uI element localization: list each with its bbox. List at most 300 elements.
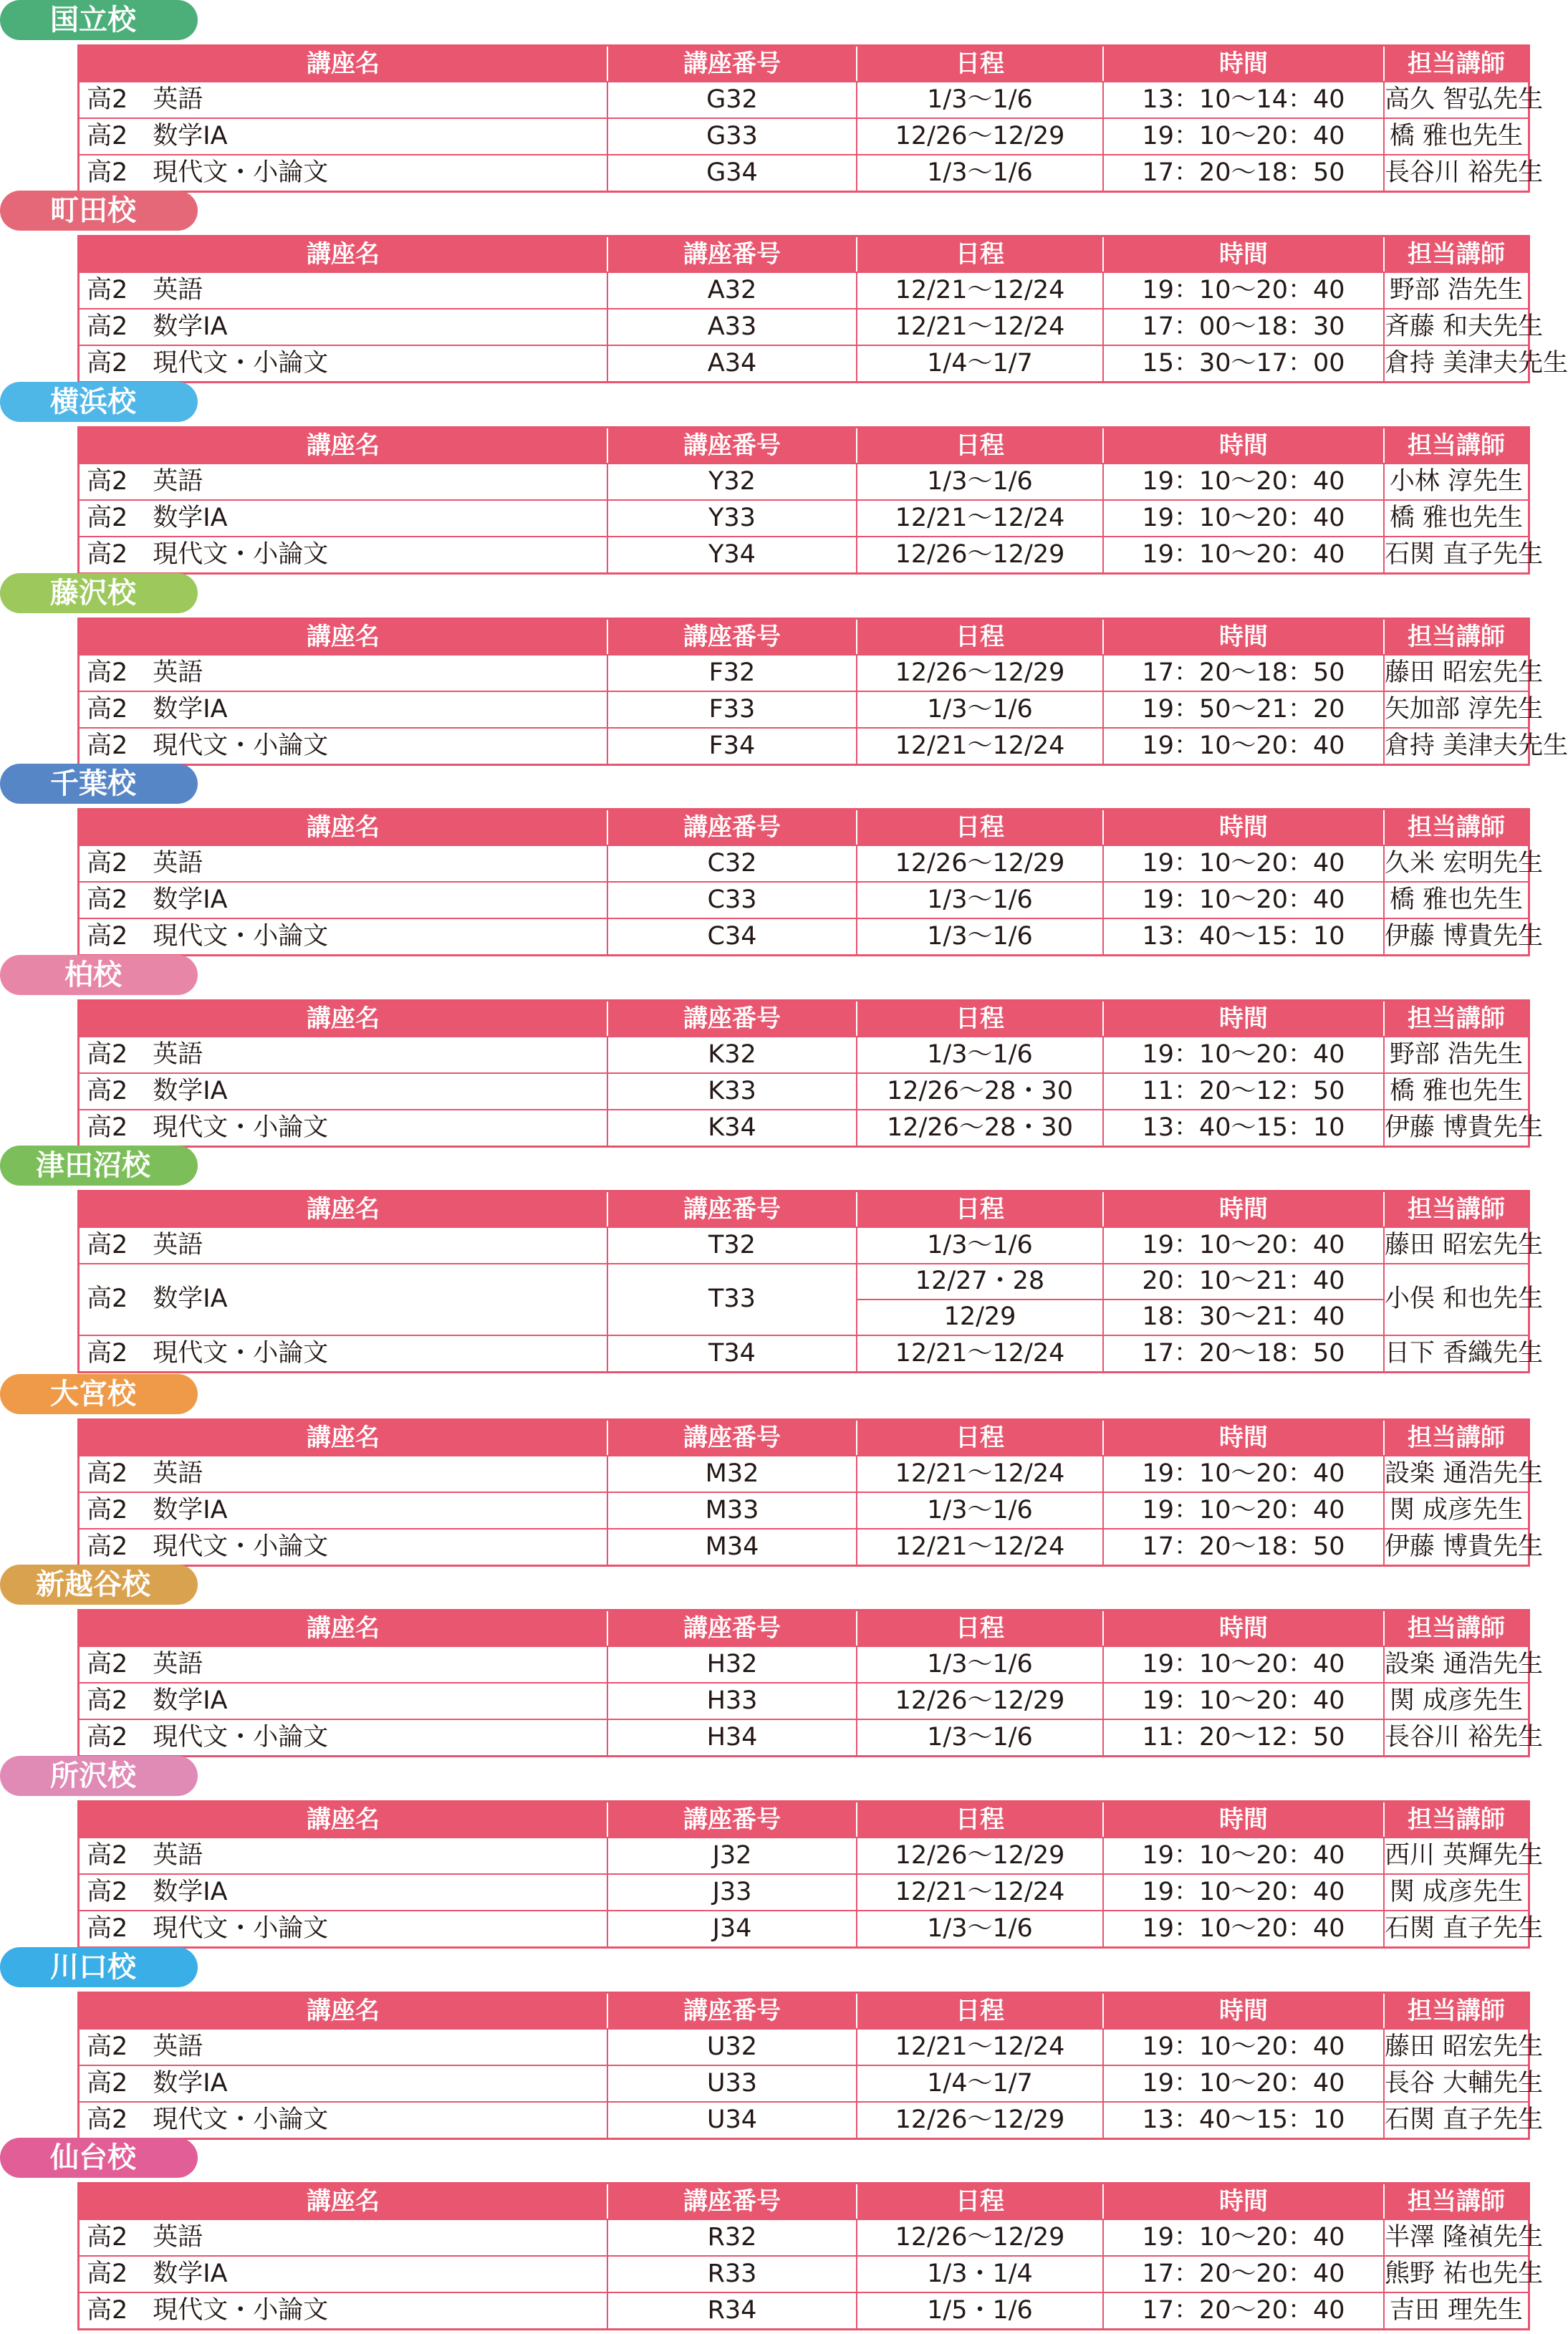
course-number: H34	[607, 1720, 856, 1755]
course-number: R33	[607, 2257, 856, 2292]
teacher-name: 設楽 通浩先生	[1383, 1456, 1528, 1492]
time-value: 17：20〜18：50	[1102, 1336, 1383, 1371]
schedule-table	[77, 2182, 1544, 2330]
table-row	[80, 2028, 1544, 2065]
course-name: 高2 数学ⅠA	[87, 504, 228, 532]
schedule-value: 12/21〜12/24	[856, 1456, 1102, 1492]
header-schedule: 日程	[856, 1192, 1102, 1226]
time-value: 13：40〜15：10	[1102, 2103, 1383, 2138]
time-value: 13：40〜15：10	[1102, 919, 1383, 954]
school-name-badge	[0, 382, 198, 422]
schedule-value: 1/3〜1/6	[856, 692, 1102, 727]
time-value: 19：10〜20：40	[1102, 729, 1383, 764]
course-name: 高2 現代文・小論文	[87, 1532, 329, 1561]
teacher-name: 小俣 和也先生	[1383, 1264, 1528, 1335]
teacher-name: 西川 英輝先生	[1383, 1838, 1528, 1873]
schedule-value: 12/21〜12/24	[856, 1875, 1102, 1910]
schedule-value: 1/5・1/6	[856, 2293, 1102, 2328]
header-course: 講座名	[307, 623, 380, 651]
table-row	[80, 463, 1528, 499]
course-number: U32	[607, 2030, 856, 2065]
school-name-badge	[0, 0, 198, 40]
time-value: 13：40〜15：10	[1102, 1110, 1383, 1146]
header-schedule: 日程	[856, 237, 1102, 272]
table-header-row	[80, 1421, 1528, 1455]
school-name-badge	[0, 573, 198, 613]
header-time: 時間	[1102, 1192, 1383, 1226]
header-teacher: 担当講師	[1383, 1611, 1528, 1646]
school-name: 千葉校	[50, 767, 136, 800]
header-number: 講座番号	[607, 428, 856, 463]
schedule-value: 12/26〜12/29	[856, 846, 1102, 881]
teacher-name: 石関 直子先生	[1383, 537, 1528, 572]
schedule-value: 12/21〜12/24	[856, 1336, 1102, 1371]
schedule-value: 1/3〜1/6	[856, 155, 1102, 191]
time-value: 19：10〜20：40	[1102, 119, 1383, 154]
time-value: 19：10〜20：40	[1102, 1037, 1383, 1072]
course-name: 高2 英語	[87, 1841, 203, 1870]
header-time: 時間	[1102, 1611, 1383, 1646]
course-name: 高2 数学ⅠA	[87, 1878, 228, 1906]
course-name: 高2 数学ⅠA	[87, 1077, 228, 1105]
time-value: 19：10〜20：40	[1102, 846, 1383, 881]
header-time: 時間	[1102, 810, 1383, 845]
schedule-value: 12/21〜12/24	[856, 273, 1102, 308]
header-schedule: 日程	[856, 1002, 1102, 1036]
table-header-row	[80, 47, 1528, 81]
teacher-name: 長谷川 裕先生	[1383, 155, 1528, 191]
time-value: 11：20〜12：50	[1102, 1720, 1383, 1755]
table-row	[80, 881, 1528, 918]
schedule-value: 1/3〜1/6	[856, 1037, 1102, 1072]
course-number: C34	[607, 919, 856, 954]
time-value: 19：10〜20：40	[1102, 273, 1383, 308]
header-number: 講座番号	[607, 1192, 856, 1226]
teacher-name: 藤田 昭宏先生	[1383, 2030, 1528, 2065]
course-number: J33	[607, 1875, 856, 1910]
time-value: 19：10〜20：40	[1102, 464, 1383, 499]
time-value: 19：10〜20：40	[1102, 1875, 1383, 1910]
header-teacher: 担当講師	[1383, 428, 1528, 463]
header-number: 講座番号	[607, 1802, 856, 1837]
course-number: M32	[607, 1456, 856, 1492]
school-name: 横浜校	[50, 385, 136, 418]
school-name-badge	[0, 764, 198, 804]
teacher-name: 吉田 理先生	[1383, 2293, 1528, 2328]
schedule-table	[77, 808, 1544, 956]
teacher-name: 関 成彦先生	[1383, 1684, 1528, 1719]
header-teacher: 担当講師	[1383, 237, 1528, 272]
course-number: T32	[607, 1228, 856, 1263]
teacher-name: 橋 雅也先生	[1383, 119, 1528, 154]
course-name: 高2 数学ⅠA	[87, 1686, 228, 1715]
course-number: M33	[607, 1493, 856, 1528]
table-row	[80, 845, 1544, 881]
teacher-name: 橋 雅也先生	[1383, 501, 1528, 536]
teacher-name: 倉持 美津夫先生	[1383, 729, 1528, 764]
schedule-value: 12/29	[857, 1299, 1102, 1335]
header-schedule: 日程	[856, 1802, 1102, 1837]
header-schedule: 日程	[856, 428, 1102, 463]
course-number: J32	[607, 1838, 856, 1873]
schedule-value: 12/26〜12/29	[856, 1838, 1102, 1873]
time-value: 17：20〜20：40	[1102, 2293, 1383, 2328]
time-value: 19：10〜20：40	[1102, 1838, 1383, 1873]
table-row	[80, 308, 1544, 345]
course-number: M34	[607, 1529, 856, 1565]
schedule-value: 1/3〜1/6	[856, 1720, 1102, 1755]
table-row	[80, 1263, 1544, 1335]
table-header-row	[80, 1192, 1528, 1226]
schedule-value: 12/21〜12/24	[856, 2030, 1102, 2065]
schedule-table	[77, 235, 1568, 383]
header-course: 講座名	[307, 1423, 380, 1452]
school-name-badge	[0, 1565, 198, 1605]
school-name: 町田校	[50, 194, 136, 227]
header-number: 講座番号	[607, 2184, 856, 2219]
course-name: 高2 現代文・小論文	[87, 1339, 329, 1368]
header-course: 講座名	[307, 1805, 380, 1834]
table-row	[80, 1837, 1544, 1873]
teacher-name: 高久 智弘先生	[1383, 82, 1528, 117]
course-name: 高2 現代文・小論文	[87, 2296, 329, 2325]
schedule-cell	[856, 1264, 1102, 1335]
header-teacher: 担当講師	[1383, 1192, 1528, 1226]
table-header-row	[80, 1002, 1528, 1036]
time-value: 20：10〜21：40	[1142, 1267, 1345, 1295]
header-time: 時間	[1102, 1802, 1383, 1837]
header-course: 講座名	[307, 1997, 380, 2025]
header-teacher: 担当講師	[1383, 810, 1528, 845]
time-value: 17：20〜18：50	[1102, 155, 1383, 191]
schedule-value: 1/3〜1/6	[856, 883, 1102, 918]
time-value: 19：10〜20：40	[1102, 1493, 1383, 1528]
table-row	[80, 154, 1544, 191]
course-name: 高2 英語	[87, 1231, 203, 1259]
course-name: 高2 現代文・小論文	[87, 158, 329, 187]
table-header-row	[80, 1994, 1528, 2028]
header-number: 講座番号	[607, 237, 856, 272]
teacher-name: 斉藤 和夫先生	[1383, 309, 1528, 345]
course-number: T34	[607, 1336, 856, 1371]
teacher-name: 伊藤 博貴先生	[1383, 1110, 1528, 1146]
school-name: 柏校	[64, 959, 122, 991]
teacher-name: 伊藤 博貴先生	[1383, 919, 1528, 954]
time-value: 13：10〜14：40	[1102, 82, 1383, 117]
table-row	[80, 654, 1544, 691]
schedule-table	[77, 426, 1544, 575]
time-value: 19：50〜21：20	[1102, 692, 1383, 727]
header-number: 講座番号	[607, 810, 856, 845]
header-number: 講座番号	[607, 1421, 856, 1455]
school-name-badge	[0, 1756, 198, 1796]
course-name: 高2 現代文・小論文	[87, 349, 329, 378]
header-course: 講座名	[307, 1614, 380, 1643]
time-value: 17：20〜18：50	[1102, 655, 1383, 691]
header-schedule: 日程	[856, 620, 1102, 654]
time-value: 19：10〜20：40	[1102, 2030, 1383, 2065]
course-number: C33	[607, 883, 856, 918]
schedule-value: 1/3・1/4	[856, 2257, 1102, 2292]
time-value: 19：10〜20：40	[1102, 537, 1383, 572]
table-header-row	[80, 1802, 1528, 1837]
table-header-row	[80, 620, 1528, 654]
course-name: 高2 現代文・小論文	[87, 2105, 329, 2134]
course-name: 高2 現代文・小論文	[87, 540, 329, 569]
time-value: 17：20〜20：40	[1102, 2257, 1383, 2292]
course-number: Y33	[607, 501, 856, 536]
schedule-value: 1/3〜1/6	[856, 464, 1102, 499]
header-number: 講座番号	[607, 1611, 856, 1646]
school-name: 仙台校	[50, 2141, 136, 2174]
table-header-row	[80, 237, 1528, 272]
school-name-badge	[0, 1374, 198, 1414]
course-name: 高2 現代文・小論文	[87, 922, 329, 951]
header-teacher: 担当講師	[1383, 2184, 1528, 2219]
header-number: 講座番号	[607, 1994, 856, 2028]
schedule-value: 12/26〜12/29	[856, 537, 1102, 572]
course-number: G32	[607, 82, 856, 117]
schedule-value: 12/26〜12/29	[856, 1684, 1102, 1719]
course-name: 高2 数学ⅠA	[87, 2259, 228, 2288]
table-row	[80, 2101, 1544, 2138]
header-time: 時間	[1102, 1421, 1383, 1455]
time-value: 19：10〜20：40	[1102, 1228, 1383, 1263]
course-name: 高2 数学ⅠA	[87, 312, 228, 341]
table-header-row	[80, 428, 1528, 463]
school-name-badge	[0, 1947, 198, 1987]
table-row	[80, 499, 1528, 536]
schedule-value: 1/3〜1/6	[856, 82, 1102, 117]
time-cell	[1102, 1264, 1383, 1335]
teacher-name: 倉持 美津夫先生	[1383, 346, 1528, 381]
table-row	[80, 1072, 1528, 1109]
header-teacher: 担当講師	[1383, 1802, 1528, 1837]
course-name: 高2 現代文・小論文	[87, 1113, 329, 1142]
schedule-value: 1/3〜1/6	[856, 1493, 1102, 1528]
header-teacher: 担当講師	[1383, 1994, 1528, 2028]
header-course: 講座名	[307, 1004, 380, 1033]
time-value: 18：30〜21：40	[1104, 1299, 1383, 1335]
course-number: K33	[607, 1074, 856, 1109]
schedule-value: 12/21〜12/24	[856, 501, 1102, 536]
course-name: 高2 英語	[87, 1459, 203, 1488]
time-value: 19：10〜20：40	[1102, 2066, 1383, 2101]
course-number: G34	[607, 155, 856, 191]
schedule-table	[77, 1190, 1544, 1373]
header-schedule: 日程	[856, 47, 1102, 81]
course-number: U34	[607, 2103, 856, 2138]
table-row	[80, 1226, 1544, 1263]
table-row	[80, 1528, 1544, 1565]
course-number: F34	[607, 729, 856, 764]
table-header-row	[80, 2184, 1528, 2219]
table-row	[80, 1719, 1544, 1755]
course-number: K34	[607, 1110, 856, 1146]
teacher-name: 長谷川 裕先生	[1383, 1720, 1528, 1755]
header-time: 時間	[1102, 1994, 1383, 2028]
schedule-value: 12/26〜12/29	[856, 655, 1102, 691]
table-row	[80, 1455, 1544, 1492]
course-number: A32	[607, 273, 856, 308]
time-value: 19：10〜20：40	[1102, 1684, 1383, 1719]
teacher-name: 藤田 昭宏先生	[1383, 655, 1528, 691]
course-number: G33	[607, 119, 856, 154]
schedule-table	[77, 999, 1544, 1148]
teacher-name: 橋 雅也先生	[1383, 1074, 1528, 1109]
teacher-name: 半澤 隆禎先生	[1383, 2220, 1528, 2255]
teacher-name: 矢加部 淳先生	[1383, 692, 1528, 727]
teacher-name: 藤田 昭宏先生	[1383, 1228, 1528, 1263]
header-time: 時間	[1102, 1002, 1383, 1036]
table-row	[80, 345, 1568, 381]
teacher-name: 関 成彦先生	[1383, 1875, 1528, 1910]
course-name: 高2 英語	[87, 2032, 203, 2061]
school-name: 新越谷校	[36, 1568, 150, 1601]
teacher-name: 長谷 大輔先生	[1383, 2066, 1528, 2101]
course-number: U33	[607, 2066, 856, 2101]
teacher-name: 小林 淳先生	[1383, 464, 1528, 499]
header-schedule: 日程	[856, 1611, 1102, 1646]
course-number: K32	[607, 1037, 856, 1072]
school-name-badge	[0, 1146, 198, 1186]
table-row	[80, 918, 1544, 954]
course-name: 高2 英語	[87, 276, 203, 304]
header-teacher: 担当講師	[1383, 1002, 1528, 1036]
schedule-value: 1/3〜1/6	[856, 919, 1102, 954]
time-value: 15：30〜17：00	[1102, 346, 1383, 381]
course-name: 高2 数学ⅠA	[87, 1496, 228, 1524]
header-number: 講座番号	[607, 620, 856, 654]
table-row	[80, 691, 1544, 727]
school-name: 大宮校	[50, 1378, 136, 1411]
course-name: 高2 数学ⅠA	[87, 2069, 228, 2098]
table-row	[80, 1335, 1544, 1371]
course-number: T33	[607, 1264, 856, 1335]
schedule-value: 12/26〜28・30	[856, 1074, 1102, 1109]
time-value: 17：20〜18：50	[1102, 1529, 1383, 1565]
school-name: 藤沢校	[50, 577, 136, 610]
course-number: R34	[607, 2293, 856, 2328]
header-teacher: 担当講師	[1383, 1421, 1528, 1455]
time-value: 19：10〜20：40	[1102, 1456, 1383, 1492]
schedule-table	[77, 618, 1568, 766]
schedule-value: 1/3〜1/6	[856, 1228, 1102, 1263]
course-name: 高2 現代文・小論文	[87, 1723, 329, 1752]
schedule-table	[77, 1418, 1544, 1567]
teacher-name: 野部 浩先生	[1383, 273, 1528, 308]
teacher-name: 野部 浩先生	[1383, 1037, 1528, 1072]
schedule-value: 12/26〜12/29	[856, 2103, 1102, 2138]
course-number: F32	[607, 655, 856, 691]
table-row	[80, 117, 1528, 154]
schedule-table	[77, 1800, 1544, 1949]
header-teacher: 担当講師	[1383, 620, 1528, 654]
course-number: J34	[607, 1911, 856, 1946]
course-number: Y32	[607, 464, 856, 499]
table-row	[80, 1873, 1528, 1910]
course-name: 高2 現代文・小論文	[87, 731, 329, 760]
table-row	[80, 1036, 1528, 1072]
schedule-value: 12/26〜28・30	[856, 1110, 1102, 1146]
header-course: 講座名	[307, 431, 380, 460]
course-number: H33	[607, 1684, 856, 1719]
header-time: 時間	[1102, 428, 1383, 463]
header-course: 講座名	[307, 2187, 380, 2216]
teacher-name: 設楽 通浩先生	[1383, 1647, 1528, 1682]
time-value: 19：10〜20：40	[1102, 1911, 1383, 1946]
header-schedule: 日程	[856, 2184, 1102, 2219]
teacher-name: 熊野 祐也先生	[1383, 2257, 1528, 2292]
course-number: Y34	[607, 537, 856, 572]
course-name: 高2 数学ⅠA	[87, 695, 228, 724]
school-name: 所沢校	[50, 1759, 136, 1792]
table-row	[80, 2255, 1544, 2292]
schedule-value: 1/3〜1/6	[856, 1911, 1102, 1946]
schedule-value: 12/21〜12/24	[856, 729, 1102, 764]
teacher-name: 関 成彦先生	[1383, 1493, 1528, 1528]
school-name-badge	[0, 191, 198, 231]
header-schedule: 日程	[856, 1421, 1102, 1455]
school-name: 川口校	[50, 1951, 136, 1984]
schedule-value: 12/21〜12/24	[856, 1529, 1102, 1565]
course-name: 高2 英語	[87, 658, 203, 687]
schedule-value: 1/4〜1/7	[856, 2066, 1102, 2101]
header-time: 時間	[1102, 620, 1383, 654]
table-row	[80, 727, 1568, 764]
teacher-name: 石関 直子先生	[1383, 1911, 1528, 1946]
course-number: R32	[607, 2220, 856, 2255]
header-course: 講座名	[307, 1195, 380, 1224]
schedule-value: 12/26〜12/29	[856, 2220, 1102, 2255]
header-time: 時間	[1102, 47, 1383, 81]
course-name: 高2 数学ⅠA	[87, 122, 228, 150]
course-number: A33	[607, 309, 856, 345]
table-row	[80, 536, 1544, 572]
school-name: 津田沼校	[36, 1149, 150, 1182]
header-course: 講座名	[307, 813, 380, 842]
schedule-value: 1/3〜1/6	[856, 1647, 1102, 1682]
header-schedule: 日程	[856, 1994, 1102, 2028]
time-value: 11：20〜12：50	[1102, 1074, 1383, 1109]
schedule-value: 1/4〜1/7	[856, 346, 1102, 381]
teacher-name: 伊藤 博貴先生	[1383, 1529, 1528, 1565]
table-row	[80, 1109, 1544, 1146]
teacher-name: 石関 直子先生	[1383, 2103, 1528, 2138]
header-time: 時間	[1102, 2184, 1383, 2219]
course-name: 高2 英語	[87, 2223, 203, 2252]
table-row	[80, 81, 1544, 117]
schedule-value: 12/27・28	[915, 1267, 1045, 1295]
schedule-table	[77, 1609, 1544, 1757]
time-value: 19：10〜20：40	[1102, 1647, 1383, 1682]
course-name: 高2 現代文・小論文	[87, 1914, 329, 1943]
time-value: 19：10〜20：40	[1102, 501, 1383, 536]
teacher-name: 久米 宏明先生	[1383, 846, 1528, 881]
header-course: 講座名	[307, 240, 380, 269]
teacher-name: 橋 雅也先生	[1383, 883, 1528, 918]
course-name: 高2 英語	[87, 85, 203, 114]
header-number: 講座番号	[607, 1002, 856, 1036]
header-number: 講座番号	[607, 47, 856, 81]
table-row	[80, 1682, 1528, 1719]
header-schedule: 日程	[856, 810, 1102, 845]
school-name-badge	[0, 2138, 198, 2178]
schedule-value: 12/21〜12/24	[856, 309, 1102, 345]
table-header-row	[80, 810, 1528, 845]
course-number: A34	[607, 346, 856, 381]
course-name: 高2 英語	[87, 467, 203, 496]
